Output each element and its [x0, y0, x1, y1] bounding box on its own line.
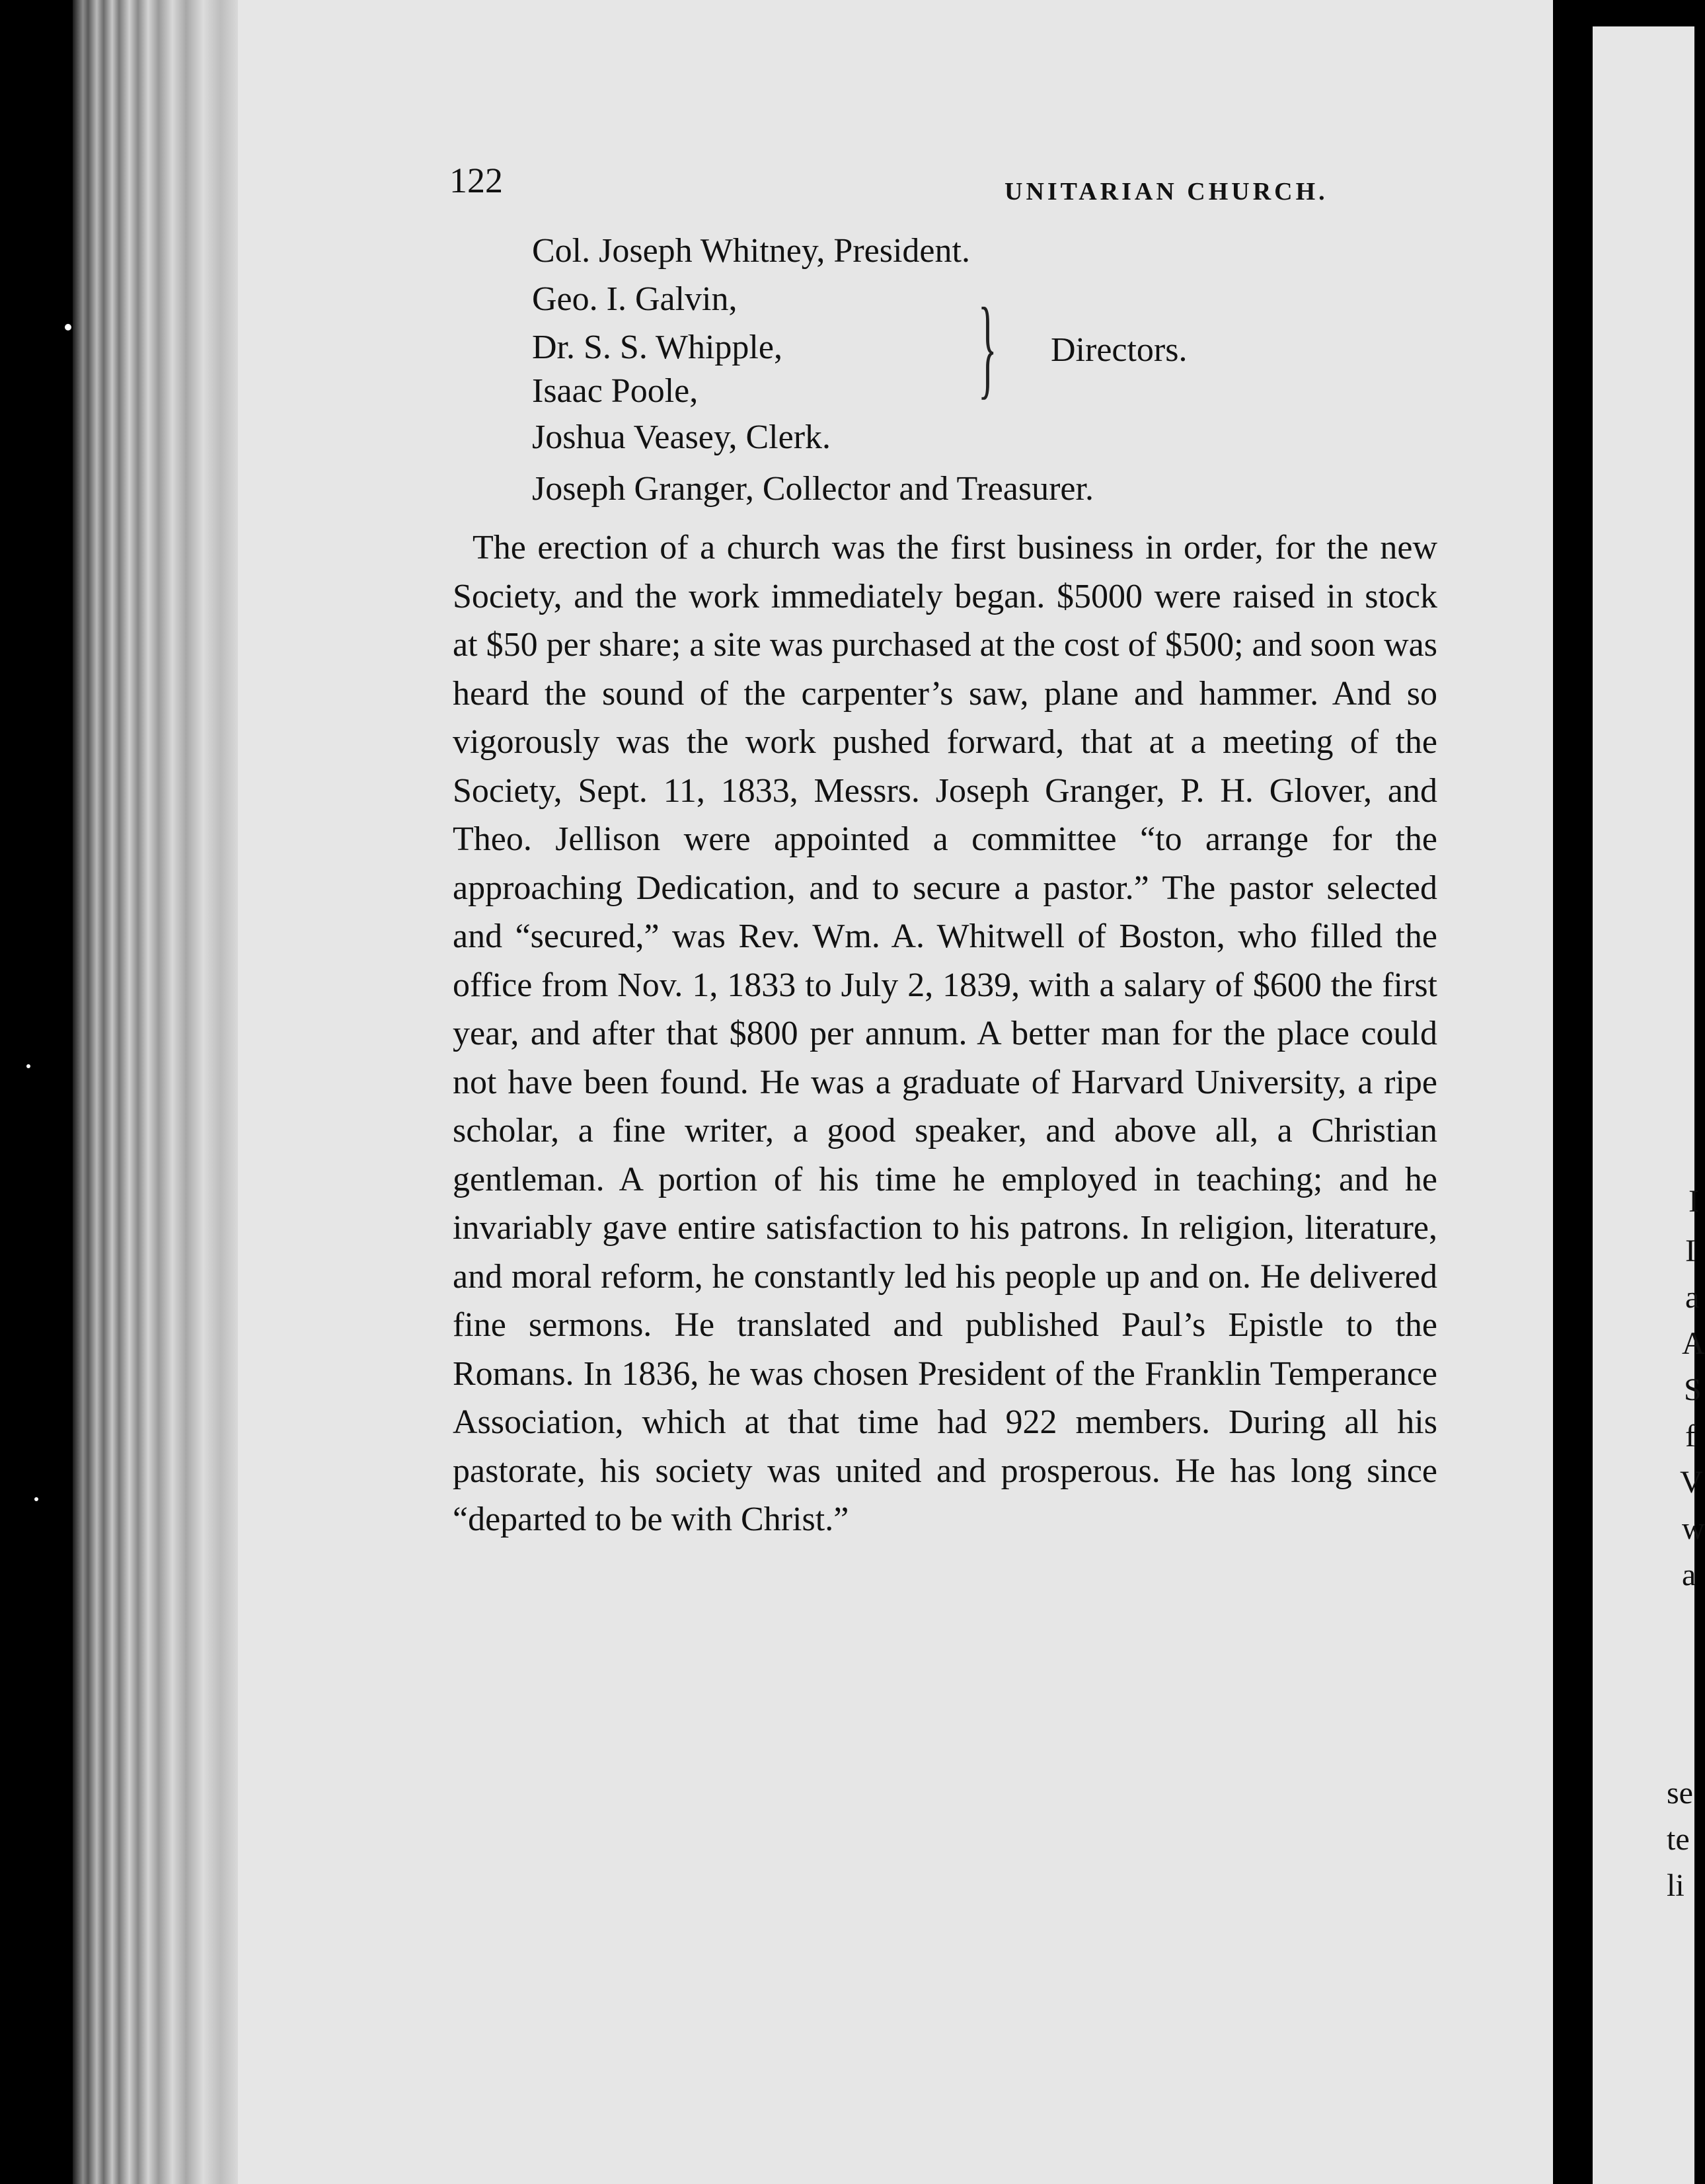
facing-page-fragment: li [1667, 1868, 1685, 1903]
president-line: Col. Joseph Whitney, President. [532, 232, 970, 270]
facing-page-fragment: a [1682, 1557, 1696, 1592]
facing-page-fragment: I [1688, 1184, 1699, 1219]
paragraph: The erection of a church was the first business in order, for the new Society, and the work immediately began. $5000 were raised in stock at $50 per share; a site was purchased at the cost of $500; and soon was heard the sound of the carpenter’s saw, plane and hammer. And so vigorously was the work pushed forward, that at a meeting of the Society, Sept. 11, 1833, Messrs. Joseph Granger, P. H. Glover, and Theo. Jellison were appointed a committee “to arrange for the approaching Dedication, and to secure a pastor.” The pastor selected and “secured,” was Rev. Wm. A. Whitwell of Boston, who filled the office from Nov. 1, 1833 to July 2, 1839, with a salary of $600 the first year, and after that $800 per annum. A better man for the place could not have been found. He was a graduate of Harvard University, a ripe scholar, a fine writer, a good speaker, and above all, a Christian gentleman. A portion of his time he employed in teaching; and he invariably gave entire satisfaction to his patrons. In religion, literature, and moral reform, he constantly led his people up and on. He delivered fine sermons. He translated and published Paul’s Epistle to the Romans. In 1836, he was chosen President of the Franklin Temperance Association, which at that time had 922 members. During all his pastorate, his society was united and prosperous. He has long since “departed to be with Christ.” [453, 529, 1437, 1538]
scan-speck [26, 1064, 30, 1068]
director-name: Geo. I. Galvin, [532, 280, 738, 318]
facing-page-fragment: I [1685, 1233, 1696, 1268]
director-name: Dr. S. S. Whipple, [532, 329, 782, 366]
director-name: Isaac Poole, [532, 372, 699, 410]
facing-page-edge [1593, 26, 1705, 2184]
clerk-line: Joshua Veasey, Clerk. [532, 418, 831, 456]
facing-page-fragment: A [1682, 1326, 1705, 1361]
directors-label: Directors. [1051, 331, 1188, 369]
facing-page-fragment: f [1685, 1419, 1696, 1454]
facing-page-fragment: te [1667, 1822, 1690, 1857]
body-text [453, 524, 1437, 1544]
facing-page-fragment: S [1684, 1372, 1702, 1407]
collector-line: Joseph Granger, Collector and Treasurer. [532, 470, 1094, 508]
brace-symbol: } [978, 285, 997, 409]
book-page-edges [73, 0, 245, 2184]
facing-page-fragment: a [1685, 1280, 1700, 1315]
facing-page-fragment: w [1682, 1511, 1705, 1546]
scan-speck [65, 324, 71, 331]
page-number: 122 [449, 161, 503, 200]
facing-page-fragment: V [1680, 1465, 1703, 1500]
running-title: UNITARIAN CHURCH. [1004, 178, 1328, 206]
scan-speck [34, 1497, 38, 1501]
facing-page-fragment: se [1667, 1775, 1693, 1811]
